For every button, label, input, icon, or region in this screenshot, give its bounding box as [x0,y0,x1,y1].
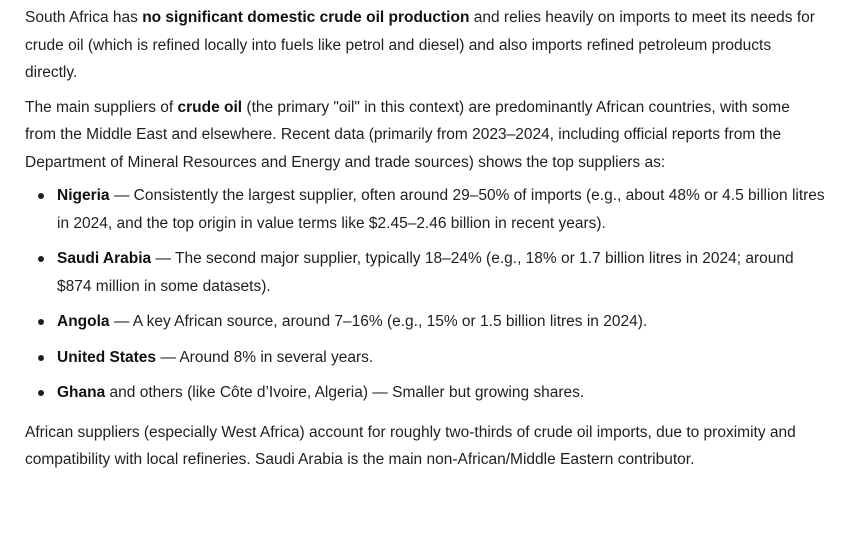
intro-text-bold: no significant domestic crude oil production [142,9,470,26]
supplier-name: Saudi Arabia [57,250,152,267]
intro-text-pre: South Africa has [25,9,143,26]
supplier-name: United States [57,348,157,366]
bullet-icon [38,319,44,325]
list-item-nigeria [25,182,825,237]
supplier-detail: and others (like Côte d’Ivoire, Algeria) — Smaller but growing shares. [105,384,585,401]
supplier-name: Ghana [57,384,106,401]
supplier-name: Angola [57,313,110,330]
suppliers-text-post: (the primary "oil" in this context) are predominantly African countries, with some from the Middle East and elsewhere. Recent data (primarily from 2023–2024, including official reports from the Department of Mineral Resources and Energy and trade sources) shows the top suppliers as: [25,98,790,171]
list-item-angola [25,308,825,336]
list-item-ghana [25,379,825,407]
suppliers-paragraph [25,94,825,177]
bullet-icon [38,355,44,361]
summary-paragraph: African suppliers (especially West Africa) account for roughly two-thirds of crude oil imports, due to proximity and compatibility with local refineries. Saudi Arabia is the main non-African/Middle Eastern contributor. [25,423,796,468]
supplier-detail: — The second major supplier, typically 18–24% (e.g., 18% or 1.7 billion litres in 2024; around $874 million in some datasets). [57,250,794,295]
suppliers-text-pre: The main suppliers of [25,98,178,116]
intro-paragraph [25,4,825,87]
supplier-detail: — Consistently the largest supplier, often around 29–50% of imports (e.g., about 48% or 4.5 billion litres in 2024, and the top origin in value terms like $2.45–2.46 billion in recent years). [57,187,825,232]
suppliers-text-bold: crude oil [177,98,243,116]
list-item-saudi-arabia [25,245,825,300]
bullet-icon [38,193,44,199]
bullet-icon [38,390,44,396]
supplier-detail: — Around 8% in several years. [156,348,374,366]
bullet-icon [38,256,44,262]
intro-text-post: and relies heavily on imports to meet its needs for crude oil (which is refined locally into fuels like petrol and diesel) and also imports refined petroleum products directly. [25,9,815,81]
suppliers-list [25,182,825,407]
supplier-name: Nigeria [57,187,110,204]
list-item-united-states [25,344,825,372]
supplier-detail: — A key African source, around 7–16% (e.g., 15% or 1.5 billion litres in 2024). [109,313,648,330]
response-content [25,4,825,474]
